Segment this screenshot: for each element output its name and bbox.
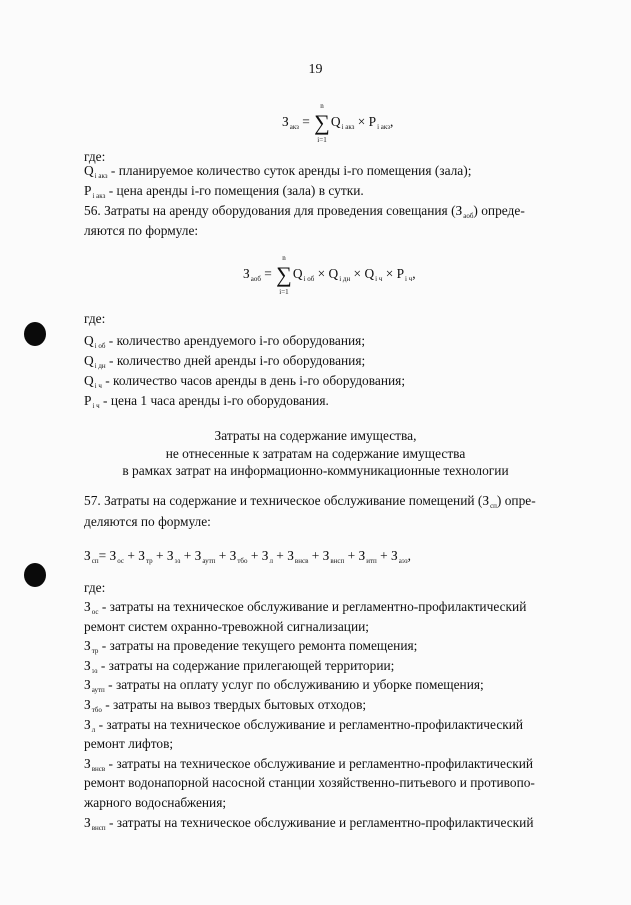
def-text: - количество дней аренды i-го оборудования; bbox=[109, 353, 366, 368]
def-text: - затраты на техническое обслуживание и регламентно-профилактический bbox=[101, 599, 527, 614]
definition-line bbox=[84, 334, 365, 350]
definition-line bbox=[84, 757, 533, 773]
def-symbol: Q bbox=[84, 353, 94, 368]
def-text: - цена аренды i-го помещения (зала) в сутки. bbox=[108, 183, 364, 198]
def-subscript: тбо bbox=[91, 706, 102, 714]
formula-term-symbol: З bbox=[391, 548, 398, 563]
item-57-line1: 57. Затраты на содержание и техническое обслуживание помещений $(З_{сп})$ опре- bbox=[84, 493, 536, 510]
def-subscript: i об bbox=[94, 342, 106, 350]
formula-sp: $З_{сп}= З_{ос} + З_{тр} + З_{эз} + З_{аутп} + З_{тбо} + З_л + З_{внсв} + З_{внсп} + З_{итп} + З_{аэз}$, bbox=[84, 548, 412, 565]
item-57-line2: деляются по формуле: bbox=[84, 514, 211, 529]
def-symbol: З bbox=[84, 657, 91, 673]
formula-term-subscript: тр bbox=[145, 557, 153, 565]
def-text: - количество часов аренды в день i-го оборудования; bbox=[105, 373, 406, 388]
page-number: 19 bbox=[308, 62, 323, 77]
def-text: - затраты на техническое обслуживание и регламентно-профилактический bbox=[108, 814, 534, 830]
formula-term-subscript: внсв bbox=[294, 557, 309, 565]
def-symbol: Q bbox=[84, 163, 94, 178]
item-56-line1: 56. Затраты на аренду оборудования для проведения совещания $(З_{аоб})$ опреде- bbox=[84, 203, 525, 220]
formula-term-subscript: аэз bbox=[398, 557, 408, 565]
def-symbol: Q bbox=[84, 333, 94, 348]
formula-term-subscript: тбо bbox=[237, 557, 248, 565]
def-text: - цена 1 часа аренды i-го оборудования. bbox=[103, 393, 329, 408]
def-symbol: З bbox=[84, 677, 91, 693]
heading-line: не отнесенные к затратам на содержание имущества bbox=[165, 445, 466, 461]
def-subscript: i акз bbox=[92, 192, 106, 200]
formula-term-symbol: З bbox=[358, 548, 366, 563]
formula-term-subscript: i ч bbox=[405, 275, 413, 283]
definition-line bbox=[84, 816, 534, 832]
def-symbol: З bbox=[84, 599, 91, 614]
def-subscript: эз bbox=[91, 666, 98, 675]
binder-hole bbox=[24, 563, 46, 587]
heading-line: в рамках затрат на информационно-коммуникационные технологии bbox=[122, 463, 509, 478]
definition-continuation: ремонт систем охранно-тревожной сигнализации; bbox=[84, 618, 370, 634]
def-subscript: внсв bbox=[91, 764, 106, 773]
def-symbol: З bbox=[84, 814, 91, 830]
def-text: - затраты на оплату услуг по обслуживанию и уборке помещения; bbox=[108, 677, 484, 693]
definition-line bbox=[84, 184, 364, 200]
def-subscript: i ч bbox=[94, 382, 102, 390]
definition-line bbox=[84, 698, 366, 714]
formula-term-symbol: З bbox=[166, 548, 174, 563]
formula-term-symbol: З bbox=[194, 548, 202, 563]
formula-term-subscript: аутп bbox=[202, 557, 216, 565]
def-symbol: З bbox=[84, 638, 91, 654]
formula-akz: $З_{акз}$ = ∑ n i=1 $Q_{i акз} \times P_{i акз}$, bbox=[282, 102, 394, 144]
item-56-line2: ляются по формуле: bbox=[84, 223, 199, 238]
sum-symbol: ∑ n i=1 bbox=[276, 254, 292, 296]
def-text: - затраты на техническое обслуживание и регламентно-профилактический bbox=[108, 755, 534, 771]
formula-aob: $З_{аоб}$ = ∑ n i=1 $Q_{i об} \times Q_{i дн} \times Q_{i ч} \times P_{i ч}$, bbox=[243, 254, 416, 296]
formula-term-subscript: эз bbox=[174, 557, 181, 565]
def-text: - затраты на техническое обслуживание и регламентно-профилактический bbox=[98, 716, 524, 732]
formula-term-symbol: Q bbox=[328, 266, 339, 281]
formula-term-symbol: З bbox=[322, 548, 330, 563]
where-label: где: bbox=[84, 149, 106, 164]
formula-term-subscript: ос bbox=[117, 557, 124, 565]
sum-symbol: ∑ n i=1 bbox=[314, 102, 330, 144]
def-subscript: л bbox=[91, 725, 96, 734]
formula-term-subscript: i об bbox=[303, 275, 315, 283]
definition-line bbox=[84, 659, 394, 675]
definition-line bbox=[84, 600, 526, 616]
def-subscript: i ч bbox=[92, 402, 100, 410]
def-text: - планируемое количество суток аренды i-го помещения (зала); bbox=[110, 163, 472, 178]
formula-term-symbol: З bbox=[261, 548, 269, 563]
formula-term-symbol: З bbox=[287, 548, 294, 563]
heading-line: Затраты на содержание имущества, bbox=[214, 428, 417, 443]
where-label: где: bbox=[84, 311, 106, 326]
where-label: где: bbox=[84, 580, 106, 595]
def-symbol: P bbox=[84, 183, 92, 198]
def-symbol: Q bbox=[84, 373, 94, 388]
formula-term-subscript: л bbox=[269, 557, 273, 565]
def-text: - затраты на проведение текущего ремонта помещения; bbox=[101, 638, 418, 654]
def-symbol: З bbox=[84, 716, 91, 732]
formula-term-symbol: З bbox=[229, 548, 237, 563]
definition-line bbox=[84, 374, 405, 390]
formula-term-symbol: З bbox=[138, 548, 145, 563]
def-text: - затраты на содержание прилегающей территории; bbox=[100, 657, 395, 673]
def-subscript: внсп bbox=[91, 823, 106, 832]
formula-term-symbol: Q bbox=[292, 266, 303, 281]
definition-line bbox=[84, 354, 365, 370]
formula-term-symbol: P bbox=[396, 266, 405, 281]
definition-line bbox=[84, 678, 484, 694]
definition-continuation: ремонт лифтов; bbox=[84, 736, 174, 752]
binder-hole bbox=[24, 322, 46, 346]
def-symbol: P bbox=[84, 393, 92, 408]
formula-term-symbol: З bbox=[109, 548, 117, 563]
def-subscript: ос bbox=[91, 608, 99, 616]
definition-line bbox=[84, 394, 329, 410]
formula-term-subscript: i ч bbox=[375, 275, 383, 283]
def-subscript: i акз bbox=[94, 172, 108, 180]
definition-line bbox=[84, 718, 523, 734]
definition-line bbox=[84, 164, 471, 180]
formula-term-subscript: итп bbox=[366, 557, 377, 565]
formula-term-symbol: Q bbox=[364, 266, 375, 281]
def-symbol: З bbox=[84, 697, 91, 712]
def-subscript: аутп bbox=[91, 686, 105, 695]
definition-continuation: ремонт водонапорной насосной станции хозяйственно-питьевого и противопо- bbox=[84, 775, 535, 791]
definition-continuation: жарного водоснабжения; bbox=[84, 795, 227, 810]
formula-term-subscript: внсп bbox=[330, 557, 345, 565]
def-text: - затраты на вывоз твердых бытовых отходов; bbox=[105, 697, 367, 712]
definition-line bbox=[84, 639, 417, 655]
def-subscript: i дн bbox=[94, 362, 106, 370]
formula-term-subscript: i дн bbox=[339, 275, 351, 283]
def-symbol: З bbox=[84, 755, 91, 771]
def-text: - количество арендуемого i-го оборудования; bbox=[108, 333, 366, 348]
def-subscript: тр bbox=[91, 647, 99, 656]
